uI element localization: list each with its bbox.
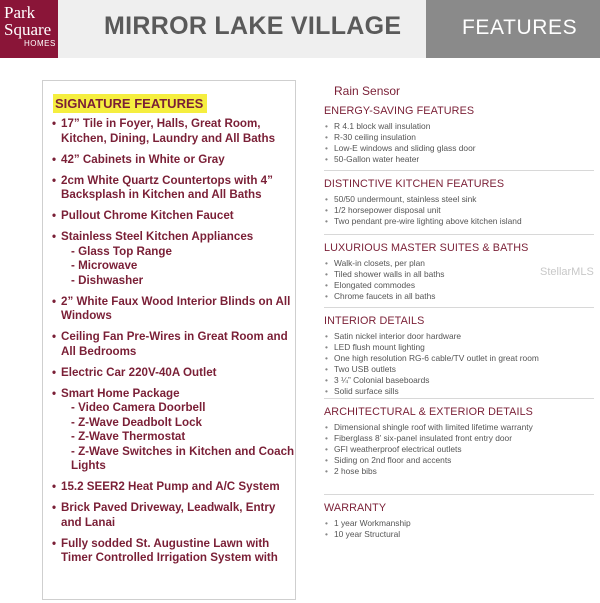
section-item-text: LED flush mount lighting [334,342,425,352]
signature-feature-text: 17” Tile in Foyer, Halls, Great Room, Kitchen, Dining, Laundry and All Baths [61,117,276,145]
features-banner [426,0,600,58]
section-item-text: 50/50 undermount, stainless steel sink [334,194,477,204]
bullet-icon: • [52,152,57,166]
signature-feature-item [52,366,296,381]
bullet-icon: • [325,154,328,164]
signature-feature-subitem: - Dishwasher [71,273,144,287]
bullet-icon: • [325,466,328,476]
section-list-item [324,364,594,375]
section-list [324,422,594,477]
section-divider [324,494,594,495]
signature-feature-text: Stainless Steel Kitchen Appliances [61,230,254,243]
signature-feature-text: Smart Home Package [61,386,180,400]
bullet-icon: • [325,364,328,374]
section-item-text: Two pendant pre-wire lighting above kitchen island [334,216,522,226]
section-list-item [324,143,594,154]
bullet-icon: • [52,501,57,514]
section-list-item [324,518,594,529]
bullet-icon: • [325,269,328,279]
section-heading: LUXURIOUS MASTER SUITES & BATHS [324,242,529,254]
section-item-text: Dimensional shingle roof with limited lifetime warranty [334,422,533,432]
signature-feature-item [52,117,296,146]
section-divider [324,398,594,399]
signature-feature-subitem: - Z-Wave Thermostat [71,430,186,443]
bullet-icon: • [325,529,328,539]
section-divider [324,170,594,171]
bullet-icon: • [52,536,57,550]
signature-feature-item [52,387,296,474]
section-list [324,331,594,397]
bullet-icon: • [325,132,328,142]
park-square-logo [0,0,58,58]
section-item-text: 2 hose bibs [334,466,377,476]
bullet-icon: • [325,121,328,131]
section-list [324,518,594,540]
section-item-text: Walk-in closets, per plan [334,258,425,268]
bullet-icon: • [52,480,57,493]
section-list-item [324,353,594,364]
bullet-icon: • [325,331,328,341]
bullet-icon: • [52,365,57,379]
section-item-text: 1 year Workmanship [334,518,411,528]
bullet-icon: • [52,230,57,243]
feature-section [324,178,594,227]
section-list-item [324,291,594,302]
section-heading: ARCHITECTURAL & EXTERIOR DETAILS [324,406,533,418]
section-item-text: Tiled shower walls in all baths [334,269,445,279]
section-list-item [324,466,594,477]
section-list-item [324,433,594,444]
bullet-icon: • [52,330,57,343]
bullet-icon: • [325,258,328,268]
signature-feature-item [52,480,296,495]
feature-section [324,315,594,397]
bullet-icon: • [325,518,328,528]
feature-section [324,105,594,165]
signature-feature-item [52,295,296,324]
signature-feature-text: 2” White Faux Wood Interior Blinds on All Windows [61,294,291,322]
section-list-item [324,386,594,397]
section-list-item [324,422,594,433]
bullet-icon: • [52,209,57,222]
rain-sensor-text: Rain Sensor [334,84,401,98]
signature-features-title: SIGNATURE FEATURES [53,94,207,113]
feature-section [324,406,594,477]
section-item-text: Low-E windows and sliding glass door [334,143,476,153]
bullet-icon: • [325,455,328,465]
bullet-icon: • [325,422,328,432]
signature-feature-item [52,174,296,203]
section-list-item [324,121,594,132]
signature-feature-item [52,209,296,224]
section-item-text: Elongated commodes [334,280,416,290]
bullet-icon: • [325,433,328,443]
section-list [324,121,594,165]
signature-feature-text: Electric Car 220V-40A Outlet [61,365,217,379]
section-item-text: 10 year Structural [334,529,401,539]
section-heading: WARRANTY [324,502,387,514]
section-item-text: Solid surface sills [334,386,399,396]
signature-feature-item [52,537,296,566]
section-list-item [324,455,594,466]
section-list-item [324,342,594,353]
bullet-icon: • [325,291,328,301]
section-item-text: Fiberglass 8’ six-panel insulated front entry door [334,433,512,443]
signature-features-list [52,117,296,572]
section-heading: INTERIOR DETAILS [324,315,425,327]
stellarmls-watermark: StellarMLS [540,266,594,278]
signature-feature-text: 42” Cabinets in White or Gray [61,152,225,166]
signature-feature-item [52,501,296,530]
signature-feature-text: Ceiling Fan Pre-Wires in Great Room and All Bedrooms [61,330,288,358]
bullet-icon: • [325,280,328,290]
section-list-item [324,375,594,386]
section-item-text: 50-Gallon water heater [334,154,420,164]
signature-feature-subitem: - Z-Wave Deadbolt Lock [71,415,202,429]
section-item-text: Satin nickel interior door hardware [334,331,462,341]
signature-feature-subitem: - Z-Wave Switches in Kitchen and Coach Lights [71,444,295,472]
signature-feature-item [52,330,296,359]
section-list-item [324,132,594,143]
bullet-icon: • [52,173,57,187]
section-item-text: R-30 ceiling insulation [334,132,416,142]
signature-feature-text: Fully sodded St. Augustine Lawn with Timer Controlled Irrigation System with [61,536,278,564]
page-title: MIRROR LAKE VILLAGE [104,12,402,40]
bullet-icon: • [325,216,328,226]
signature-feature-text: Brick Paved Driveway, Leadwalk, Entry and Lanai [61,501,276,529]
section-item-text: 3 ¼” Colonial baseboards [334,375,430,385]
section-list-item [324,216,594,227]
bullet-icon: • [52,386,57,400]
bullet-icon: • [325,375,328,385]
signature-feature-subitem: - Microwave [71,259,138,272]
section-item-text: Two USB outlets [334,364,396,374]
signature-feature-subitem: - Video Camera Doorbell [71,401,206,414]
signature-feature-item [52,230,296,288]
section-list-item [324,331,594,342]
logo-text-homes: HOMES [24,39,56,48]
section-list-item [324,529,594,540]
section-list-item [324,444,594,455]
signature-feature-text: Pullout Chrome Kitchen Faucet [61,209,234,222]
bullet-icon: • [325,444,328,454]
bullet-icon: • [325,143,328,153]
section-item-text: 1/2 horsepower disposal unit [334,205,441,215]
logo-text-park: Park [4,3,36,22]
bullet-icon: • [325,353,328,363]
section-item-text: GFI weatherproof electrical outlets [334,444,462,454]
section-divider [324,307,594,308]
feature-section [324,502,594,540]
section-item-text: R 4.1 block wall insulation [334,121,431,131]
section-list-item [324,280,594,291]
bullet-icon: • [325,205,328,215]
section-item-text: One high resolution RG-6 cable/TV outlet in great room [334,353,539,363]
section-divider [324,234,594,235]
section-list-item [324,154,594,165]
bullet-icon: • [52,294,57,308]
section-heading: DISTINCTIVE KITCHEN FEATURES [324,178,505,190]
section-list-item [324,205,594,216]
section-list-item [324,194,594,205]
signature-feature-subitem: - Glass Top Range [71,244,172,258]
bullet-icon: • [325,194,328,204]
features-label: FEATURES [462,16,578,39]
signature-feature-text: 15.2 SEER2 Heat Pump and A/C System [61,480,280,493]
section-item-text: Chrome faucets in all baths [334,291,436,301]
section-list [324,258,594,302]
section-item-text: Siding on 2nd floor and accents [334,455,452,465]
bullet-icon: • [325,386,328,396]
section-list [324,194,594,227]
bullet-icon: • [52,117,57,130]
section-heading: ENERGY-SAVING FEATURES [324,105,475,117]
signature-feature-item [52,153,296,168]
bullet-icon: • [325,342,328,352]
signature-feature-text: 2cm White Quartz Countertops with 4” Backsplash in Kitchen and All Baths [61,173,273,201]
logo-text-square: Square [4,20,52,39]
